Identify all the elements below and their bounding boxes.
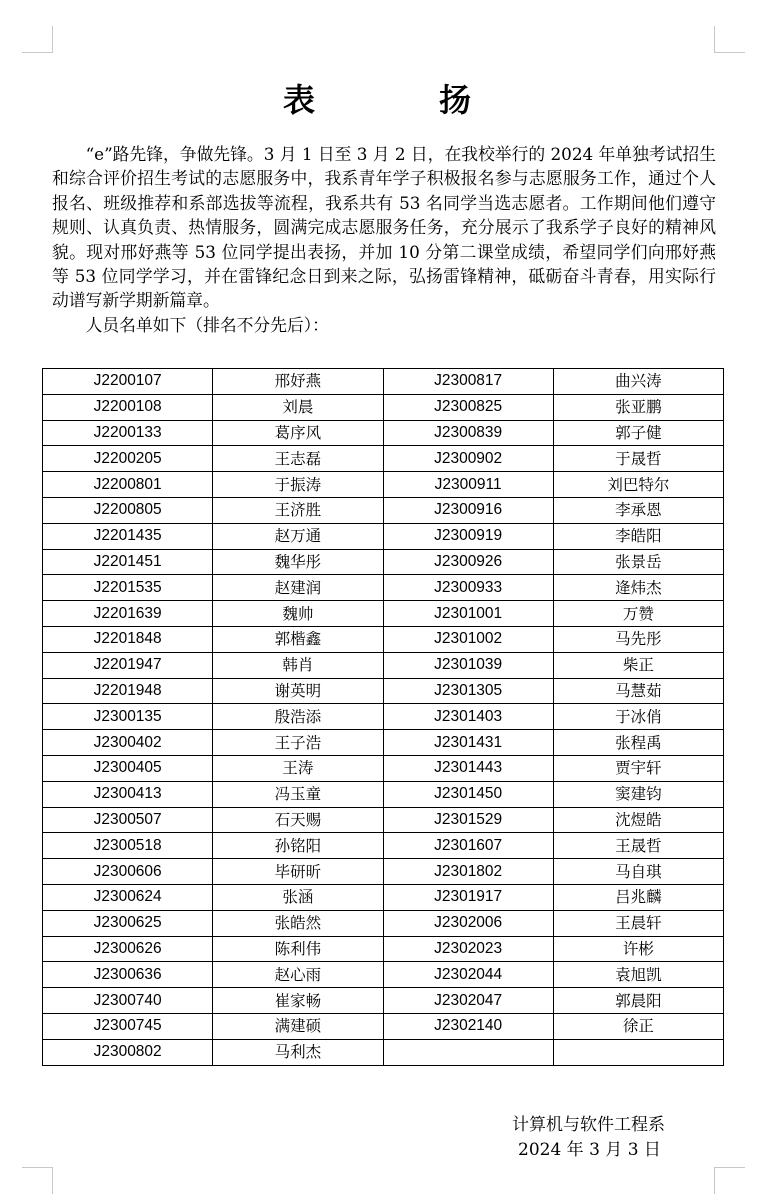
student-name-cell: 魏帅 (213, 601, 383, 627)
student-id-cell: J2301039 (383, 652, 553, 678)
student-id-cell: J2201435 (43, 523, 213, 549)
list-intro: 人员名单如下（排名不分先后）： (85, 314, 329, 335)
student-name-cell: 马先彤 (553, 626, 723, 652)
student-name-cell: 张景岳 (553, 549, 723, 575)
student-list-table (42, 368, 724, 1066)
table-row (43, 549, 724, 575)
table-row (43, 704, 724, 730)
page-corner-mark-top-left (22, 26, 53, 53)
table-row (43, 497, 724, 523)
commendation-paragraph: “e”路先锋，争做先锋。3 月 1 日至 3 月 2 日，在我校举行的 2024 年单独考试招生和综合评价招生考试的志愿服务中，我系青年学子积极报名参与志愿服务工作，通过个人报名、班级推荐和系部选拔等流程，我系共有 53 名同学当选志愿者。工作期间他们遵守规则、认真负责、热情服务，圆满完成志愿服务任务，充分展示了我系学子良好的精神风貌。现对邢妤燕等 53 位同学提出表扬，并加 10 分第二课堂成绩，希望同学们向邢妤燕等 53 位同学学习，并在雷锋纪念日到来之际，弘扬雷锋精神，砥砺奋斗青春，用实际行动谱写新学期新篇章。 (52, 144, 716, 311)
table-row (43, 1013, 724, 1039)
student-name-cell: 王晨轩 (553, 910, 723, 936)
student-id-cell: J2300839 (383, 420, 553, 446)
student-id-cell: J2300902 (383, 446, 553, 472)
student-name-cell: 韩肖 (213, 652, 383, 678)
student-name-cell: 崔家畅 (213, 988, 383, 1014)
student-id-cell: J2300933 (383, 575, 553, 601)
student-name-cell: 刘巴特尔 (553, 472, 723, 498)
student-name-cell: 赵万通 (213, 523, 383, 549)
student-name-cell: 王涛 (213, 755, 383, 781)
student-name-cell: 殷浩添 (213, 704, 383, 730)
signature-department: 计算机与软件工程系 (512, 1115, 665, 1135)
student-id-cell: J2302140 (383, 1013, 553, 1039)
student-id-cell: J2301450 (383, 781, 553, 807)
student-id-cell: J2300740 (43, 988, 213, 1014)
student-name-cell: 李承恩 (553, 497, 723, 523)
student-id-cell: J2301529 (383, 807, 553, 833)
commendation-body (52, 142, 716, 337)
student-id-cell: J2201848 (43, 626, 213, 652)
student-name-cell: 赵心雨 (213, 962, 383, 988)
student-name-cell: 冯玉童 (213, 781, 383, 807)
table-row (43, 446, 724, 472)
student-id-cell: J2300624 (43, 884, 213, 910)
student-name-cell: 谢英明 (213, 678, 383, 704)
student-name-cell: 郭子健 (553, 420, 723, 446)
student-name-cell: 魏华彤 (213, 549, 383, 575)
student-name-cell: 逄炜杰 (553, 575, 723, 601)
student-name-cell: 于晟哲 (553, 446, 723, 472)
table-row (43, 678, 724, 704)
student-id-cell: J2301002 (383, 626, 553, 652)
student-id-cell: J2300636 (43, 962, 213, 988)
title-char-left: 表 (282, 81, 319, 119)
table-row (43, 472, 724, 498)
student-name-cell: 张亚鹏 (553, 394, 723, 420)
student-id-cell: J2300625 (43, 910, 213, 936)
student-id-cell: J2300518 (43, 833, 213, 859)
student-id-cell: J2300911 (383, 472, 553, 498)
student-name-cell: 葛序风 (213, 420, 383, 446)
student-id-cell: J2200805 (43, 497, 213, 523)
student-name-cell: 吕兆麟 (553, 884, 723, 910)
table-row (43, 1039, 724, 1065)
student-id-cell: J2300916 (383, 497, 553, 523)
student-id-cell: J2300817 (383, 369, 553, 395)
student-id-cell: J2200205 (43, 446, 213, 472)
student-id-cell: J2302023 (383, 936, 553, 962)
table-row (43, 833, 724, 859)
table-row (43, 652, 724, 678)
student-id-cell: J2300135 (43, 704, 213, 730)
student-id-cell: J2300405 (43, 755, 213, 781)
student-id-cell: J2300926 (383, 549, 553, 575)
title-char-right: 扬 (439, 81, 476, 119)
table-row (43, 730, 724, 756)
student-name-cell: 李皓阳 (553, 523, 723, 549)
signature-block (500, 1113, 700, 1163)
student-id-cell: J2300802 (43, 1039, 213, 1065)
student-name-cell: 万赞 (553, 601, 723, 627)
table-row (43, 369, 724, 395)
table-row (43, 988, 724, 1014)
student-name-cell: 王晟哲 (553, 833, 723, 859)
student-id-cell: J2301607 (383, 833, 553, 859)
student-id-cell: J2301443 (383, 755, 553, 781)
student-id-cell: J2301802 (383, 859, 553, 885)
student-name-cell: 石天赐 (213, 807, 383, 833)
student-name-cell: 郭晨阳 (553, 988, 723, 1014)
student-name-cell: 沈煜皓 (553, 807, 723, 833)
student-id-cell: J2300402 (43, 730, 213, 756)
student-name-cell: 马自琪 (553, 859, 723, 885)
student-id-cell: J2201948 (43, 678, 213, 704)
student-id-cell: J2200133 (43, 420, 213, 446)
table-row (43, 575, 724, 601)
student-id-cell: J2302044 (383, 962, 553, 988)
student-name-cell: 张程禹 (553, 730, 723, 756)
student-id-cell: J2300919 (383, 523, 553, 549)
table-row (43, 394, 724, 420)
table-row (43, 781, 724, 807)
student-id-cell: J2200107 (43, 369, 213, 395)
table-row (43, 859, 724, 885)
student-id-cell: J2301917 (383, 884, 553, 910)
student-name-cell: 王志磊 (213, 446, 383, 472)
student-id-cell: J2302006 (383, 910, 553, 936)
document-title (0, 75, 758, 121)
student-name-cell: 邢妤燕 (213, 369, 383, 395)
table-row (43, 962, 724, 988)
table-row (43, 601, 724, 627)
student-name-cell: 陈利伟 (213, 936, 383, 962)
student-name-cell: 马利杰 (213, 1039, 383, 1065)
student-id-cell: J2301403 (383, 704, 553, 730)
student-name-cell: 曲兴涛 (553, 369, 723, 395)
student-name-cell: 贾宇轩 (553, 755, 723, 781)
student-name-cell: 于振涛 (213, 472, 383, 498)
student-id-cell: J2200108 (43, 394, 213, 420)
table-row (43, 807, 724, 833)
student-name-cell: 刘晨 (213, 394, 383, 420)
student-id-cell: J2300413 (43, 781, 213, 807)
table-row (43, 910, 724, 936)
page-corner-mark-top-right (714, 26, 745, 53)
signature-date: 2024 年 3 月 3 日 (518, 1140, 661, 1160)
student-id-cell: J2300507 (43, 807, 213, 833)
table-row (43, 626, 724, 652)
student-id-cell: J2200801 (43, 472, 213, 498)
student-id-cell: J2300626 (43, 936, 213, 962)
student-name-cell: 袁旭凯 (553, 962, 723, 988)
student-id-cell: J2301001 (383, 601, 553, 627)
table-row (43, 420, 724, 446)
table-row (43, 755, 724, 781)
student-id-cell: J2301431 (383, 730, 553, 756)
table-row (43, 884, 724, 910)
student-name-cell (553, 1039, 723, 1065)
student-name-cell: 孙铭阳 (213, 833, 383, 859)
student-name-cell: 马慧茹 (553, 678, 723, 704)
student-name-cell: 满建硕 (213, 1013, 383, 1039)
student-id-cell: J2301305 (383, 678, 553, 704)
student-name-cell: 毕研昕 (213, 859, 383, 885)
student-name-cell: 王济胜 (213, 497, 383, 523)
student-id-cell: J2300606 (43, 859, 213, 885)
student-name-cell: 柴正 (553, 652, 723, 678)
student-name-cell: 赵建润 (213, 575, 383, 601)
student-id-cell (383, 1039, 553, 1065)
student-name-cell: 郭楷鑫 (213, 626, 383, 652)
table-row (43, 523, 724, 549)
page-corner-mark-bottom-left (22, 1167, 53, 1194)
student-name-cell: 许彬 (553, 936, 723, 962)
student-id-cell: J2302047 (383, 988, 553, 1014)
student-id-cell: J2201639 (43, 601, 213, 627)
student-id-cell: J2201451 (43, 549, 213, 575)
student-id-cell: J2201947 (43, 652, 213, 678)
student-name-cell: 张涵 (213, 884, 383, 910)
student-name-cell: 王子浩 (213, 730, 383, 756)
table-row (43, 936, 724, 962)
student-id-cell: J2300745 (43, 1013, 213, 1039)
page-corner-mark-bottom-right (714, 1167, 745, 1194)
student-id-cell: J2201535 (43, 575, 213, 601)
student-name-cell: 张皓然 (213, 910, 383, 936)
student-name-cell: 于冰俏 (553, 704, 723, 730)
student-id-cell: J2300825 (383, 394, 553, 420)
student-name-cell: 徐正 (553, 1013, 723, 1039)
student-name-cell: 窦建钧 (553, 781, 723, 807)
